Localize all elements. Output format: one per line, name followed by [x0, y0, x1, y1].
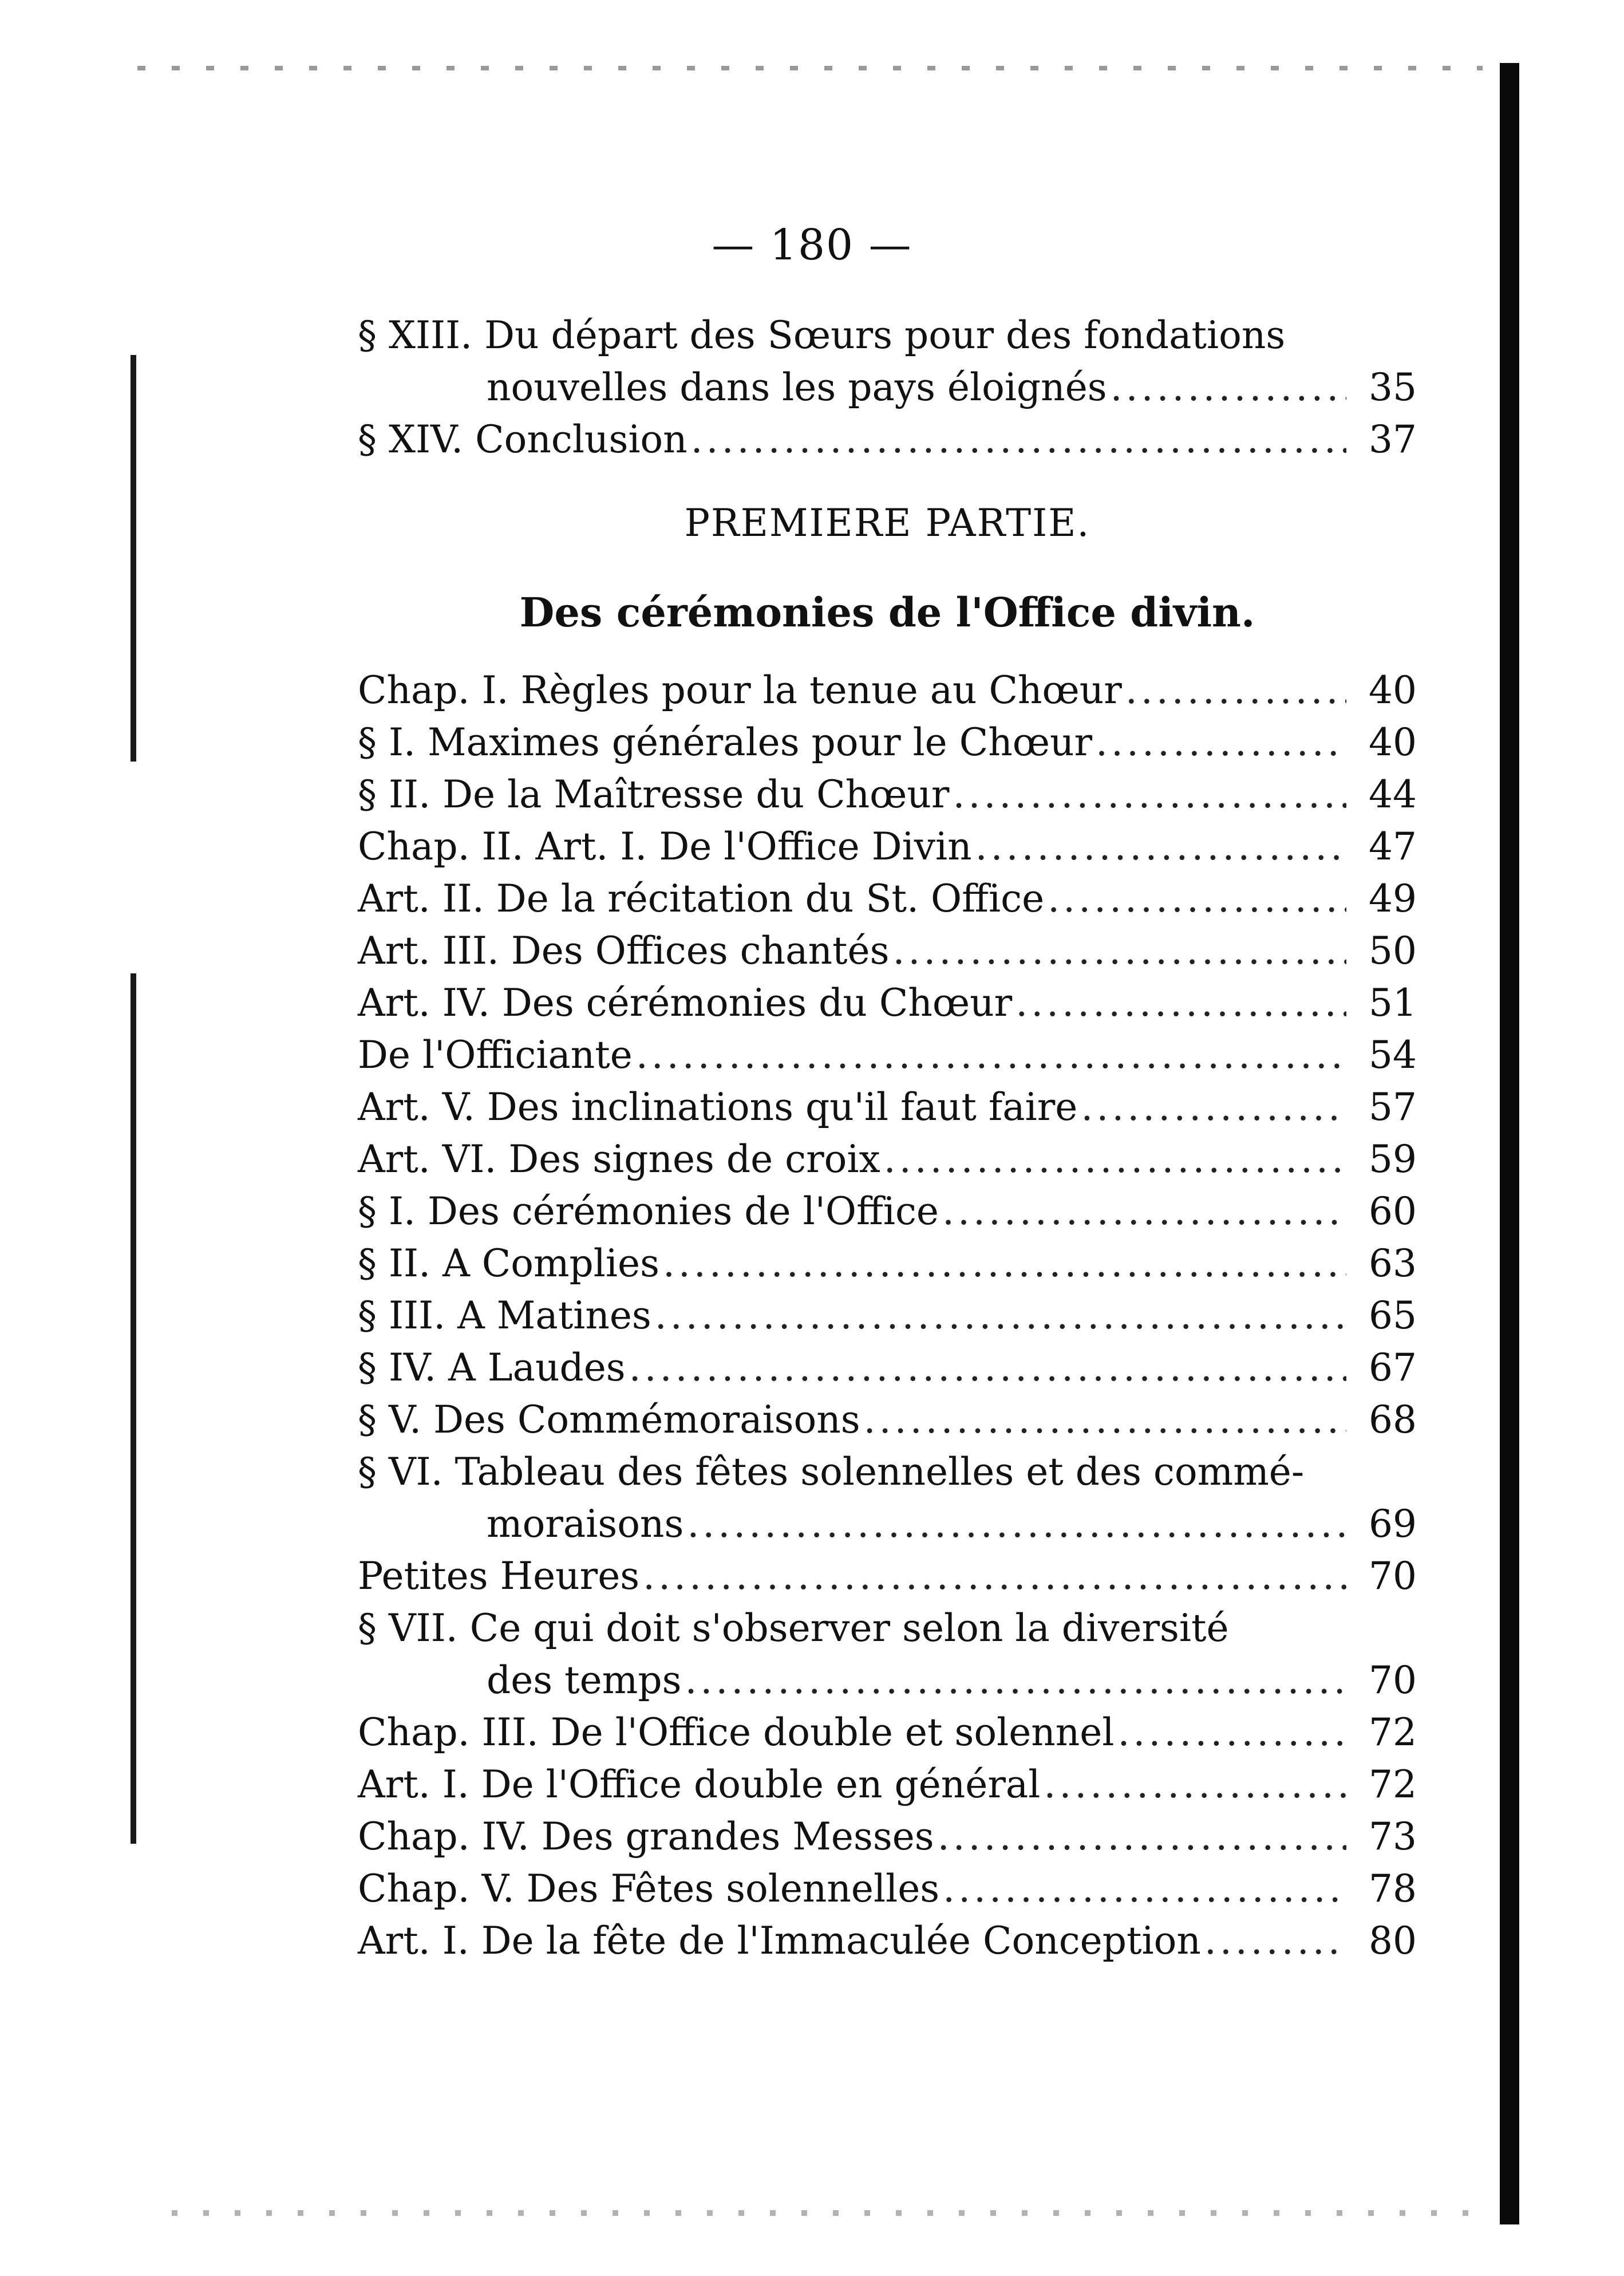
- toc-entry-page: 50: [1369, 929, 1417, 973]
- toc-entry: [358, 1342, 1417, 1394]
- toc-entry: [358, 821, 1417, 873]
- toc-dot-leader: [1117, 1706, 1346, 1758]
- toc-entry-title: § II. De la Maîtresse du Chœur: [358, 772, 950, 816]
- toc-entry: [358, 768, 1417, 821]
- toc-entry-page: 59: [1369, 1137, 1417, 1181]
- toc-entry: [358, 309, 1417, 361]
- toc-entry: [358, 1758, 1417, 1810]
- toc-entry: [358, 873, 1417, 925]
- toc-entry-title: § III. A Matines: [358, 1293, 651, 1338]
- toc-entry-title: des temps: [487, 1658, 682, 1702]
- toc-entry-title: § VII. Ce qui doit s'observer selon la diversité: [358, 1606, 1229, 1650]
- toc-entry-page: 60: [1369, 1189, 1417, 1233]
- toc-entry: [358, 361, 1417, 413]
- toc-entry: [358, 1810, 1417, 1863]
- toc-entry-title: De l'Officiante: [358, 1033, 633, 1077]
- toc-entry-title: Art. IV. Des cérémonies du Chœur: [358, 981, 1013, 1025]
- toc-entry-title: nouvelles dans les pays éloignés: [487, 365, 1107, 409]
- toc-dot-leader: [1125, 664, 1346, 716]
- toc-entry-title: § IV. A Laudes: [358, 1346, 626, 1390]
- toc-dot-leader: [892, 925, 1346, 977]
- toc-dot-leader: [655, 1289, 1346, 1342]
- toc-entry-title: § XIII. Du départ des Sœurs pour des fondations: [358, 313, 1286, 357]
- toc-dot-leader: [629, 1342, 1346, 1394]
- toc-entry-page: 35: [1369, 365, 1417, 409]
- toc-entry-title: Art. VI. Des signes de croix: [358, 1137, 880, 1181]
- toc-entry-page: 72: [1369, 1710, 1417, 1754]
- scan-top-edge-noise: [137, 66, 1483, 70]
- toc-entry-page: 78: [1369, 1867, 1417, 1911]
- toc-entry-title: Chap. III. De l'Office double et solennel: [358, 1710, 1115, 1754]
- toc-entry-page: 63: [1369, 1241, 1417, 1285]
- toc-dot-leader: [953, 768, 1346, 821]
- toc-entry-title: Art. II. De la récitation du St. Office: [358, 877, 1045, 921]
- toc-entry: [358, 1498, 1417, 1550]
- toc-dot-leader: [1111, 361, 1346, 413]
- toc-entry: [358, 1289, 1417, 1342]
- scan-bottom-edge-noise: [172, 2210, 1488, 2216]
- toc-dot-leader: [691, 413, 1346, 466]
- toc-entry: [358, 1133, 1417, 1185]
- toc-entry-page: 72: [1369, 1762, 1417, 1806]
- toc-entry: [358, 1446, 1417, 1498]
- toc-entry: [358, 1654, 1417, 1706]
- scan-left-mark-4: [131, 1443, 136, 1844]
- toc-entry: [358, 1863, 1417, 1915]
- toc-dot-leader: [663, 1237, 1346, 1289]
- toc-entry-title: Art. V. Des inclinations qu'il faut faire: [358, 1085, 1078, 1129]
- toc-entry-page: 57: [1369, 1085, 1417, 1129]
- toc-entry-page: 80: [1369, 1919, 1417, 1963]
- toc-entry-page: 40: [1369, 720, 1417, 764]
- toc-entry: [358, 413, 1417, 466]
- toc-entry: [358, 925, 1417, 977]
- toc-entry: [358, 1237, 1417, 1289]
- toc-dot-leader: [1204, 1915, 1346, 1967]
- toc-dot-leader: [685, 1654, 1346, 1706]
- toc-entry-title: moraisons: [487, 1502, 684, 1546]
- toc-dot-leader: [1096, 716, 1346, 768]
- toc-entry: [358, 1081, 1417, 1133]
- toc-entry: [358, 1185, 1417, 1237]
- part-heading: PREMIERE PARTIE.: [684, 501, 1090, 545]
- toc-entry-page: 47: [1369, 825, 1417, 869]
- toc-dot-leader: [938, 1810, 1346, 1863]
- toc-entry-page: 70: [1369, 1554, 1417, 1598]
- toc-entry-page: 49: [1369, 877, 1417, 921]
- section-heading: Des cérémonies de l'Office divin.: [519, 589, 1255, 636]
- toc-dot-leader: [942, 1185, 1346, 1237]
- toc-entry-page: 65: [1369, 1293, 1417, 1338]
- toc-entry-page: 69: [1369, 1502, 1417, 1546]
- toc-entry-page: 54: [1369, 1033, 1417, 1077]
- toc-entry-page: 70: [1369, 1658, 1417, 1702]
- toc-entry-title: § V. Des Commémoraisons: [358, 1398, 860, 1442]
- toc-entry-page: 51: [1369, 981, 1417, 1025]
- scan-left-mark-2: [131, 973, 136, 1260]
- toc-entry-page: 67: [1369, 1346, 1417, 1390]
- toc-entry: [358, 1029, 1417, 1081]
- toc-entry-title: Art. I. De la fête de l'Immaculée Conception: [358, 1919, 1201, 1963]
- toc-entry-page: 73: [1369, 1815, 1417, 1859]
- toc-dot-leader: [943, 1863, 1346, 1915]
- toc-dot-leader: [1016, 977, 1346, 1029]
- toc-entry-page: 68: [1369, 1398, 1417, 1442]
- toc-entry-title: Chap. V. Des Fêtes solennelles: [358, 1867, 940, 1911]
- toc-entry-title: Petites Heures: [358, 1554, 640, 1598]
- toc-dot-leader: [687, 1498, 1346, 1550]
- toc-entry-title: § VI. Tableau des fêtes solennelles et des commé-: [358, 1450, 1305, 1494]
- table-of-contents: [358, 309, 1417, 1967]
- toc-entry: [358, 1394, 1417, 1446]
- toc-entry: [358, 1550, 1417, 1602]
- toc-entry-title: Chap. I. Règles pour la tenue au Chœur: [358, 668, 1122, 712]
- toc-dot-leader: [636, 1029, 1346, 1081]
- toc-dot-leader: [1048, 873, 1346, 925]
- toc-dot-leader: [1044, 1758, 1346, 1810]
- toc-entry: [358, 716, 1417, 768]
- toc-dot-leader: [1081, 1081, 1346, 1133]
- toc-entry: [358, 1915, 1417, 1967]
- page-number: — 180 —: [712, 220, 912, 270]
- toc-entry-page: 40: [1369, 668, 1417, 712]
- toc-entry-title: Chap. IV. Des grandes Messes: [358, 1815, 934, 1859]
- toc-entry-title: Art. I. De l'Office double en général: [358, 1762, 1041, 1806]
- toc-entry: [358, 1602, 1417, 1654]
- toc-entry: [358, 977, 1417, 1029]
- scan-binding-shadow: [1500, 63, 1519, 2224]
- toc-dot-leader: [975, 821, 1346, 873]
- toc-entry-title: § I. Des cérémonies de l'Office: [358, 1189, 939, 1233]
- toc-entry-page: 44: [1369, 772, 1417, 816]
- toc-entry-title: § I. Maximes générales pour le Chœur: [358, 720, 1093, 764]
- toc-dot-leader: [864, 1394, 1346, 1446]
- toc-entry-title: Chap. II. Art. I. De l'Office Divin: [358, 825, 972, 869]
- toc-entry-title: § II. A Complies: [358, 1241, 659, 1285]
- scan-left-mark-1: [131, 355, 136, 762]
- toc-entry: [358, 664, 1417, 716]
- toc-entry-title: Art. III. Des Offices chantés: [358, 929, 890, 973]
- toc-dot-leader: [643, 1550, 1346, 1602]
- toc-entry: [358, 1706, 1417, 1758]
- toc-entry-title: § XIV. Conclusion: [358, 417, 687, 461]
- toc-entry-page: 37: [1369, 417, 1417, 461]
- toc-dot-leader: [884, 1133, 1346, 1185]
